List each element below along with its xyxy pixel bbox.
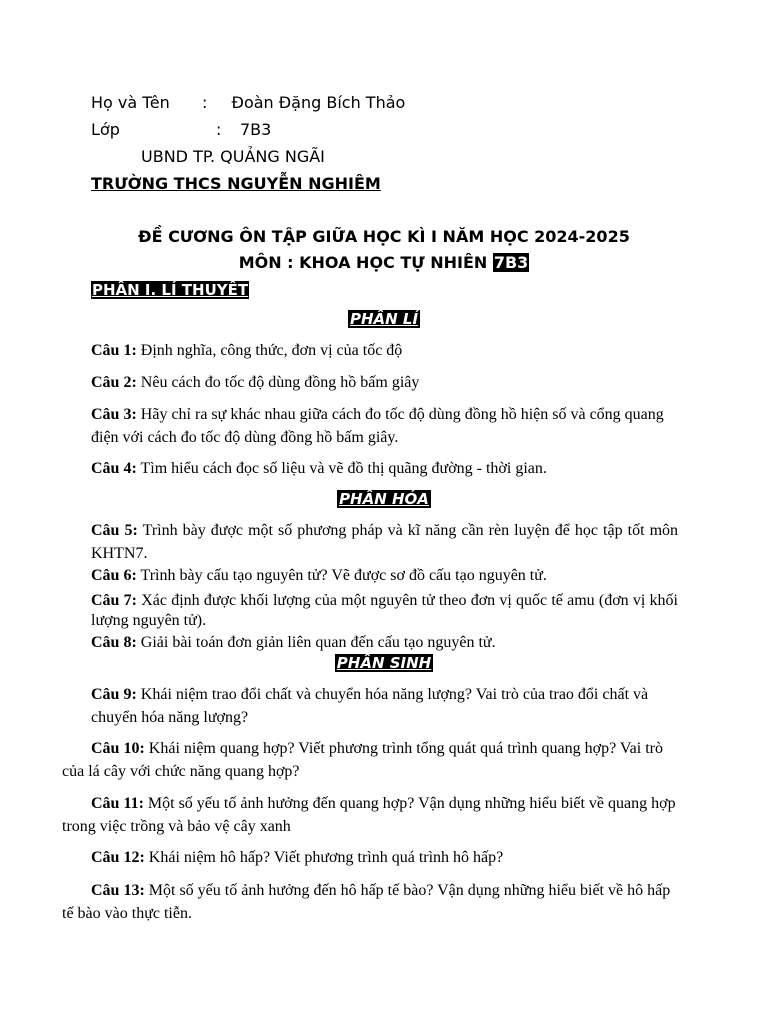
question-text: Xác định được khối lượng của một nguyên tử theo đơn vị quốc tế amu (đơn vị khối lượng nguyên tử). — [91, 592, 678, 629]
question-1 — [91, 339, 681, 362]
subject-line — [0, 253, 768, 272]
question-5 — [91, 519, 678, 565]
class-highlight-badge: 7B3 — [493, 253, 529, 272]
section-li-wrap — [0, 310, 768, 329]
section-li-heading: PHẦN LÍ — [349, 310, 419, 328]
school-name: TRƯỜNG THCS NGUYỄN NGHIÊM — [91, 174, 381, 193]
question-6 — [91, 566, 681, 586]
question-label: Câu 8: — [91, 634, 137, 651]
name-row — [91, 93, 405, 112]
question-label: Câu 10: — [91, 740, 145, 757]
document-title: ĐỀ CƯƠNG ÔN TẬP GIỮA HỌC KÌ I NĂM HỌC 2024-2025 — [138, 227, 630, 246]
question-text: Một số yếu tố ảnh hưởng đến quang hợp? Vận dụng những hiểu biết về quang hợp trong việc trồng và bảo vệ cây xanh — [62, 795, 676, 835]
question-text: Khái niệm trao đổi chất và chuyển hóa năng lượng? Vai trò của trao đổi chất và chuyển hóa năng lượng? — [91, 686, 649, 726]
name-value: Đoàn Đặng Bích Thảo — [231, 93, 406, 112]
question-text: Nêu cách đo tốc độ dùng đồng hồ bấm giây — [136, 374, 420, 391]
section-sinh-wrap — [0, 654, 768, 673]
question-text: Trình bày được một số phương pháp và kĩ năng cần rèn luyện để học tập tốt môn KHTN7. — [91, 522, 679, 562]
part-heading — [91, 281, 249, 300]
question-label: Câu 13: — [91, 882, 145, 899]
question-label: Câu 4: — [91, 460, 137, 477]
subject-label: MÔN : KHOA HỌC TỰ NHIÊN — [238, 253, 488, 272]
class-separator: : — [216, 120, 222, 139]
question-text: Khái niệm quang hợp? Viết phương trình tổng quát quá trình quang hợp? Vai trò của lá cây với chức năng quang hợp? — [62, 740, 663, 780]
question-7 — [91, 591, 678, 631]
question-label: Câu 1: — [91, 342, 137, 359]
section-hoa-heading: PHẦN HÓA — [339, 490, 429, 508]
name-separator: : — [201, 93, 208, 112]
section-sinh-heading: PHẦN SINH — [336, 654, 432, 672]
question-text: Giải bài toán đơn giản liên quan đến cấu tạo nguyên tử. — [136, 634, 496, 651]
section-hoa-wrap — [0, 490, 768, 509]
class-row — [91, 120, 120, 139]
question-8 — [91, 633, 681, 653]
question-label: Câu 3: — [91, 406, 137, 423]
question-label: Câu 11: — [91, 795, 144, 812]
question-label: Câu 6: — [91, 567, 137, 584]
question-label: Câu 9: — [91, 686, 137, 703]
name-label: Họ và Tên — [91, 93, 170, 112]
question-10 — [62, 737, 678, 783]
authority-name: UBND TP. QUẢNG NGÃI — [141, 147, 325, 166]
question-label: Câu 5: — [91, 522, 138, 539]
question-text: Một số yếu tố ảnh hưởng đến hô hấp tế bào? Vận dụng những hiểu biết về hô hấp tế bào vào thực tiễn. — [62, 882, 671, 922]
class-value: 7B3 — [240, 120, 272, 139]
question-9 — [91, 683, 671, 729]
question-12 — [62, 846, 678, 869]
question-text: Định nghĩa, công thức, đơn vị của tốc độ — [136, 342, 403, 359]
question-2 — [91, 371, 681, 394]
question-11 — [62, 792, 678, 838]
question-text: Khái niệm hô hấp? Viết phương trình quá trình hô hấp? — [144, 849, 504, 866]
part-1-heading: PHẦN I. LÍ THUYẾT — [92, 281, 249, 299]
question-3 — [91, 403, 681, 449]
class-label: Lớp — [91, 120, 120, 139]
question-text: Trình bày cấu tạo nguyên tử? Vẽ được sơ đồ cấu tạo nguyên tử. — [136, 567, 547, 584]
question-label: Câu 12: — [91, 849, 145, 866]
question-label: Câu 2: — [91, 374, 137, 391]
question-13 — [62, 879, 678, 925]
question-4 — [91, 457, 681, 480]
question-label: Câu 7: — [91, 592, 137, 609]
question-text: Tìm hiểu cách đọc số liệu và vẽ đồ thị quãng đường - thời gian. — [136, 460, 547, 477]
question-text: Hãy chỉ ra sự khác nhau giữa cách đo tốc độ dùng đồng hồ hiện số và cổng quang điện với cách đo tốc độ dùng đồng hồ bấm giây. — [91, 406, 664, 446]
